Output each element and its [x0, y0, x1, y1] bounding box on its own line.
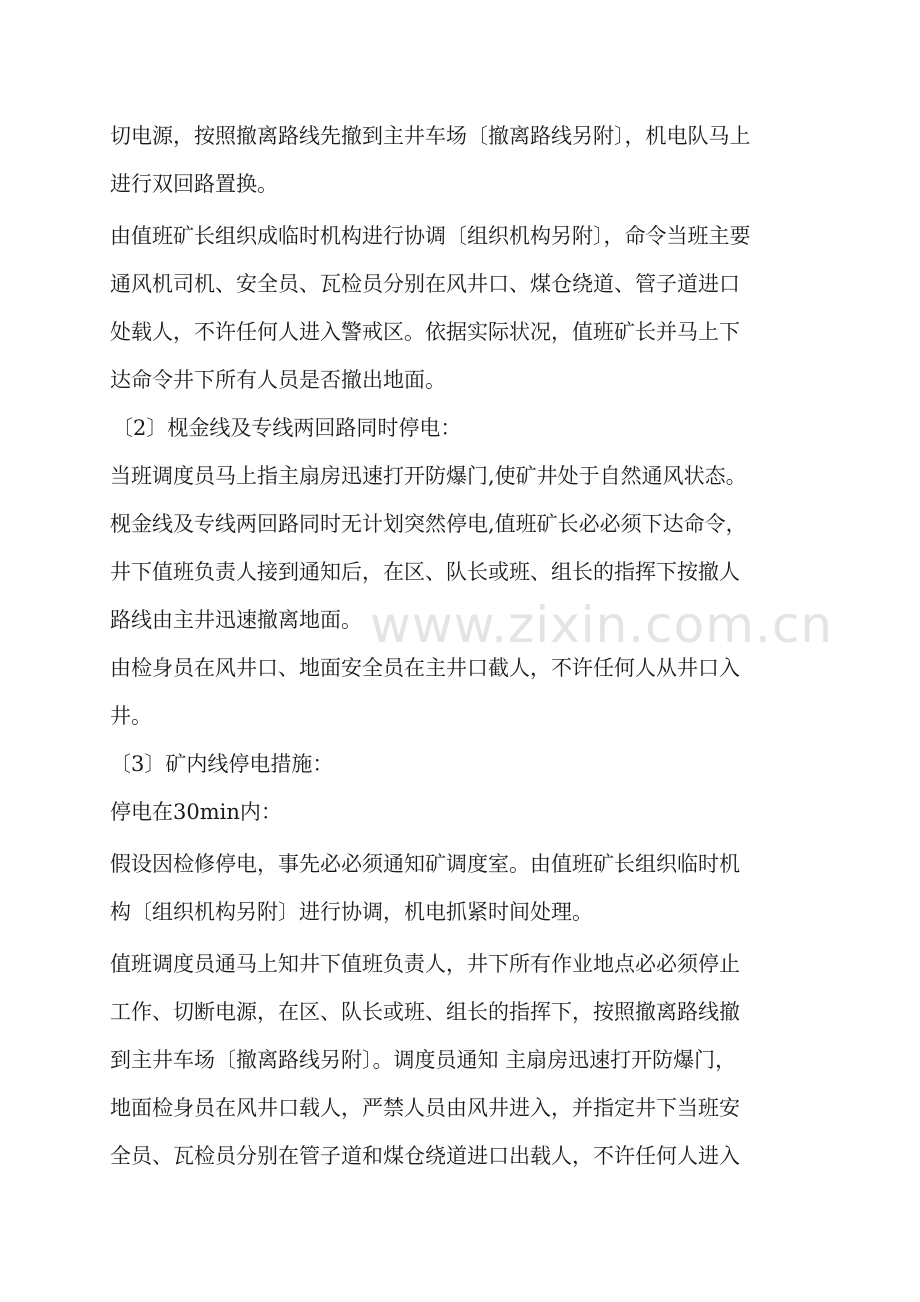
body-line: 切电源，按照撤离路线先撤到主井车场〔撤离路线另附〕，机电队马上	[110, 124, 751, 148]
body-line: 值班调度员通马上知井下值班负责人，井下所有作业地点必必须停止	[110, 952, 740, 976]
section-heading: 〔3〕矿内线停电措施：	[110, 752, 334, 776]
body-line: 停电在30min内：	[110, 800, 282, 824]
body-line: 井。	[110, 704, 152, 728]
body-line: 地面检身员在风井口载人，严禁人员由风井进入，并指定井下当班安	[110, 1096, 740, 1120]
body-line: 达命令井下所有人员是否撤出地面。	[110, 368, 446, 392]
watermark-text: www.zixin.com.cn	[370, 596, 834, 654]
body-line: 井下值班负责人接到通知后，在区、队长或班、组长的指挥下按撤人	[110, 560, 740, 584]
body-line: 假设因检修停电，事先必必须通知矿调度室。由值班矿长组织临时机	[110, 852, 740, 876]
section-heading: 〔2〕枧金线及专线两回路同时停电：	[112, 416, 462, 440]
body-line: 由检身员在风井口、地面安全员在主井口截人，不许任何人从井口入	[110, 656, 740, 680]
body-line: 进行双回路置换。	[110, 172, 278, 196]
body-line: 路线由主井迅速撤离地面。	[110, 608, 362, 632]
body-line: 当班调度员马上指主扇房迅速打开防爆门,使矿井处于自然通风状态。	[110, 464, 747, 488]
body-line: 通风机司机、安全员、瓦检员分别在风井口、煤仓绕道、管子道进口	[110, 272, 740, 296]
body-line: 工作、切断电源，在区、队长或班、组长的指挥下，按照撤离路线撤	[110, 1000, 740, 1024]
body-line: 到主井车场〔撤离路线另附〕。调度员通知 主扇房迅速打开防爆门，	[110, 1048, 737, 1072]
body-line: 构〔组织机构另附〕进行协调，机电抓紧时间处理。	[110, 900, 593, 924]
body-line: 处载人，不许任何人进入警戒区。依据实际状况，值班矿长并马上下	[110, 320, 740, 344]
body-line: 由值班矿长组织成临时机构进行协调〔组织机构另附〕，命令当班主要	[110, 224, 751, 248]
body-line: 全员、瓦检员分别在管子道和煤仓绕道进口出载人，不许任何人进入	[110, 1144, 740, 1168]
body-line: 枧金线及专线两回路同时无计划突然停电,值班矿长必必须下达命令，	[110, 512, 747, 536]
